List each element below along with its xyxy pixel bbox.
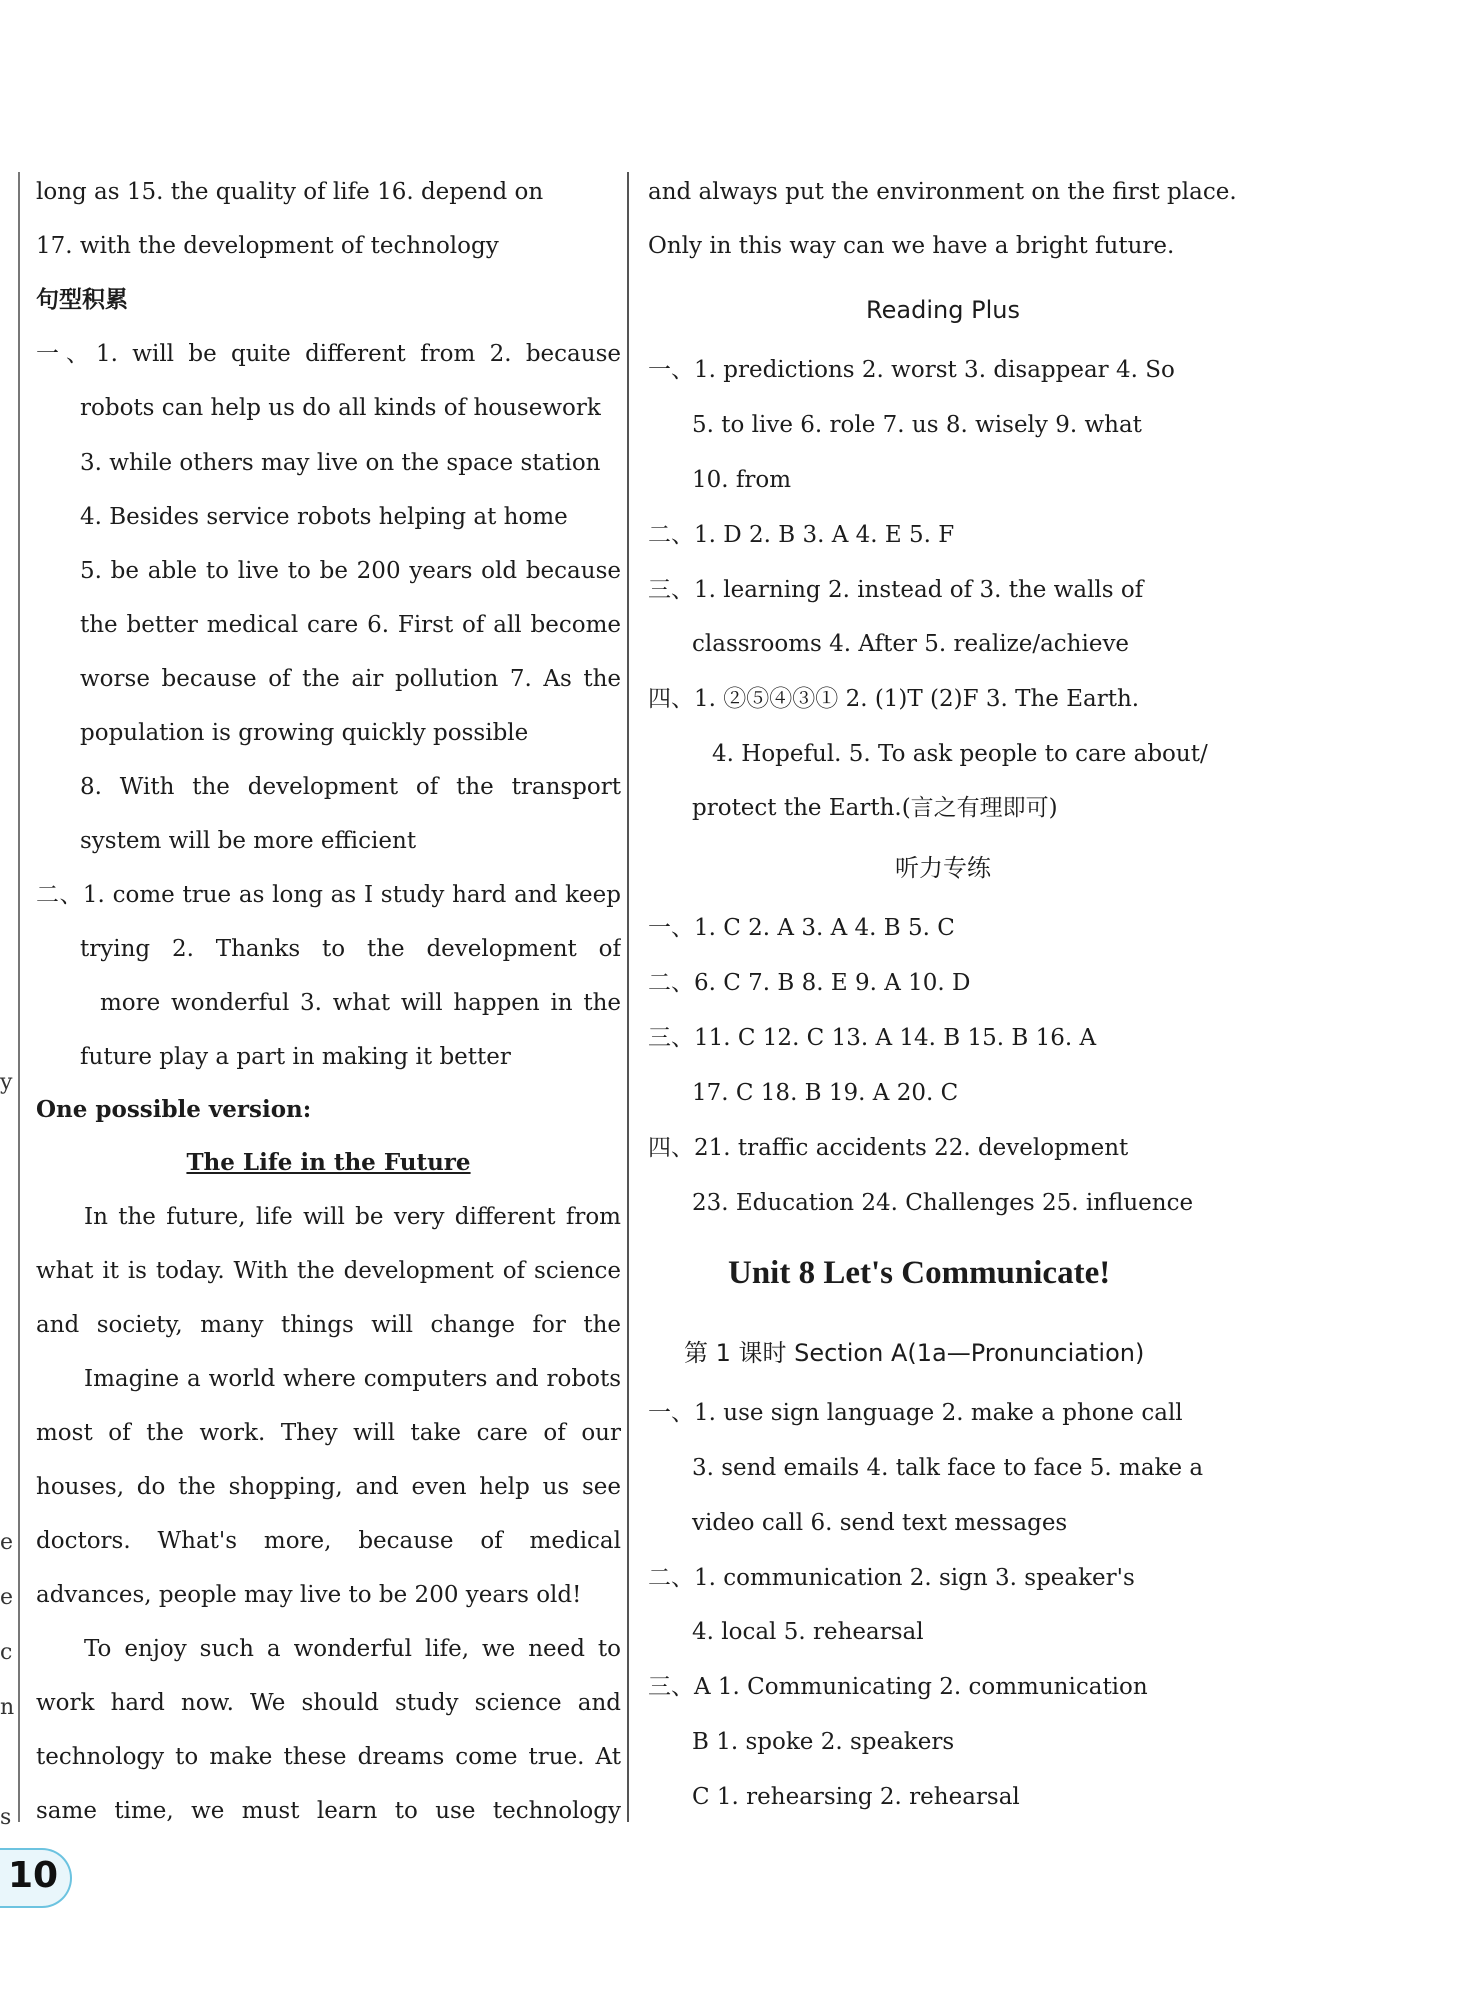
right-line: 4. Hopeful. 5. To ask people to care about/	[712, 741, 1208, 767]
left-line: system will be more efficient	[80, 828, 417, 854]
left-line: In the future, life will be very different from	[84, 1204, 621, 1230]
left-line: 5. be able to live to be 200 years old because	[80, 558, 621, 584]
left-line: advances, people may live to be 200 years old!	[36, 1582, 582, 1608]
right-line: 二、6. C 7. B 8. E 9. A 10. D	[648, 970, 971, 996]
left-line: the better medical care 6. First of all become	[80, 612, 621, 638]
right-line: 一、1. C 2. A 3. A 4. B 5. C	[648, 915, 955, 941]
edge-glyph: n	[0, 1695, 15, 1720]
left-line: long as 15. the quality of life 16. depend on	[36, 179, 544, 205]
left-line: trying 2. Thanks to the development of	[80, 936, 621, 962]
left-line: 一、1. will be quite different from 2. because	[36, 341, 621, 367]
left-line: To enjoy such a wonderful life, we need to	[84, 1636, 621, 1662]
left-line: work hard now. We should study science and	[36, 1690, 621, 1716]
section-heading: Reading Plus	[866, 296, 1020, 324]
left-line: robots can help us do all kinds of housework	[80, 395, 601, 421]
edge-glyph: c	[0, 1640, 13, 1665]
left-line: future play a part in making it better	[80, 1044, 511, 1070]
left-line: same time, we must learn to use technology	[36, 1798, 621, 1824]
left-line: population is growing quickly possible	[80, 720, 529, 746]
left-line: technology to make these dreams come true. At	[36, 1744, 621, 1770]
edge-glyph: y	[0, 1070, 13, 1095]
essay-title: The Life in the Future	[186, 1149, 471, 1176]
right-line: 4. local 5. rehearsal	[692, 1619, 924, 1645]
right-line: 三、A 1. Communicating 2. communication	[648, 1674, 1148, 1700]
left-line: Imagine a world where computers and robots	[84, 1366, 621, 1392]
right-line: 四、21. traffic accidents 22. development	[648, 1135, 1129, 1161]
right-line: 二、1. communication 2. sign 3. speaker's	[648, 1565, 1135, 1591]
left-line: 8. With the development of the transport	[80, 774, 621, 800]
left-margin-rule	[18, 172, 20, 1822]
edge-glyph: e	[0, 1585, 14, 1610]
section-heading: 听力专练	[895, 854, 991, 882]
left-line: houses, do the shopping, and even help us see	[36, 1474, 621, 1500]
right-line: 三、1. learning 2. instead of 3. the walls of	[648, 577, 1144, 603]
right-line: 5. to live 6. role 7. us 8. wisely 9. what	[692, 412, 1142, 438]
left-line: worse because of the air pollution 7. As the	[80, 666, 621, 692]
right-line: 二、1. D 2. B 3. A 4. E 5. F	[648, 522, 955, 548]
right-line: classrooms 4. After 5. realize/achieve	[692, 631, 1130, 657]
right-line: 一、1. predictions 2. worst 3. disappear 4. So	[648, 357, 1175, 383]
right-line: 三、11. C 12. C 13. A 14. B 15. B 16. A	[648, 1025, 1097, 1051]
column-divider	[627, 172, 629, 1822]
unit-title: Unit 8 Let's Communicate!	[728, 1255, 1111, 1291]
left-line: 4. Besides service robots helping at home	[80, 504, 568, 530]
left-line: doctors. What's more, because of medical	[36, 1528, 621, 1554]
left-line: 句型积累	[36, 287, 128, 313]
right-line: B 1. spoke 2. speakers	[692, 1729, 955, 1755]
right-line: 17. C 18. B 19. A 20. C	[692, 1080, 959, 1106]
right-line: protect the Earth.(言之有理即可)	[692, 795, 1058, 821]
left-line: and society, many things will change for the	[36, 1312, 621, 1338]
left-line: more wonderful 3. what will happen in the	[100, 990, 621, 1016]
edge-glyph: s	[0, 1805, 12, 1830]
left-line: 二、1. come true as long as I study hard and keep	[36, 882, 621, 908]
lesson-heading: 第 1 课时 Section A(1a—Pronunciation)	[684, 1339, 1145, 1367]
page-number-tab	[0, 1848, 72, 1908]
right-line: 23. Education 24. Challenges 25. influence	[692, 1190, 1194, 1216]
right-line: and always put the environment on the first place.	[648, 179, 1237, 205]
left-line: most of the work. They will take care of our	[36, 1420, 621, 1446]
page-number: 10	[8, 1855, 59, 1896]
right-line: Only in this way can we have a bright future.	[648, 233, 1175, 259]
edge-glyph: e	[0, 1530, 14, 1555]
right-line: video call 6. send text messages	[692, 1510, 1068, 1536]
essay-label: One possible version:	[36, 1096, 312, 1123]
right-line: 一、1. use sign language 2. make a phone call	[648, 1400, 1183, 1426]
right-line: 四、1. ②⑤④③① 2. (1)T (2)F 3. The Earth.	[648, 686, 1140, 712]
left-line: 3. while others may live on the space station	[80, 450, 601, 476]
left-line: 17. with the development of technology	[36, 233, 499, 259]
right-line: C 1. rehearsing 2. rehearsal	[692, 1784, 1020, 1810]
right-line: 3. send emails 4. talk face to face 5. make a	[692, 1455, 1204, 1481]
left-line: what it is today. With the development of science	[36, 1258, 621, 1284]
right-line: 10. from	[692, 467, 792, 493]
